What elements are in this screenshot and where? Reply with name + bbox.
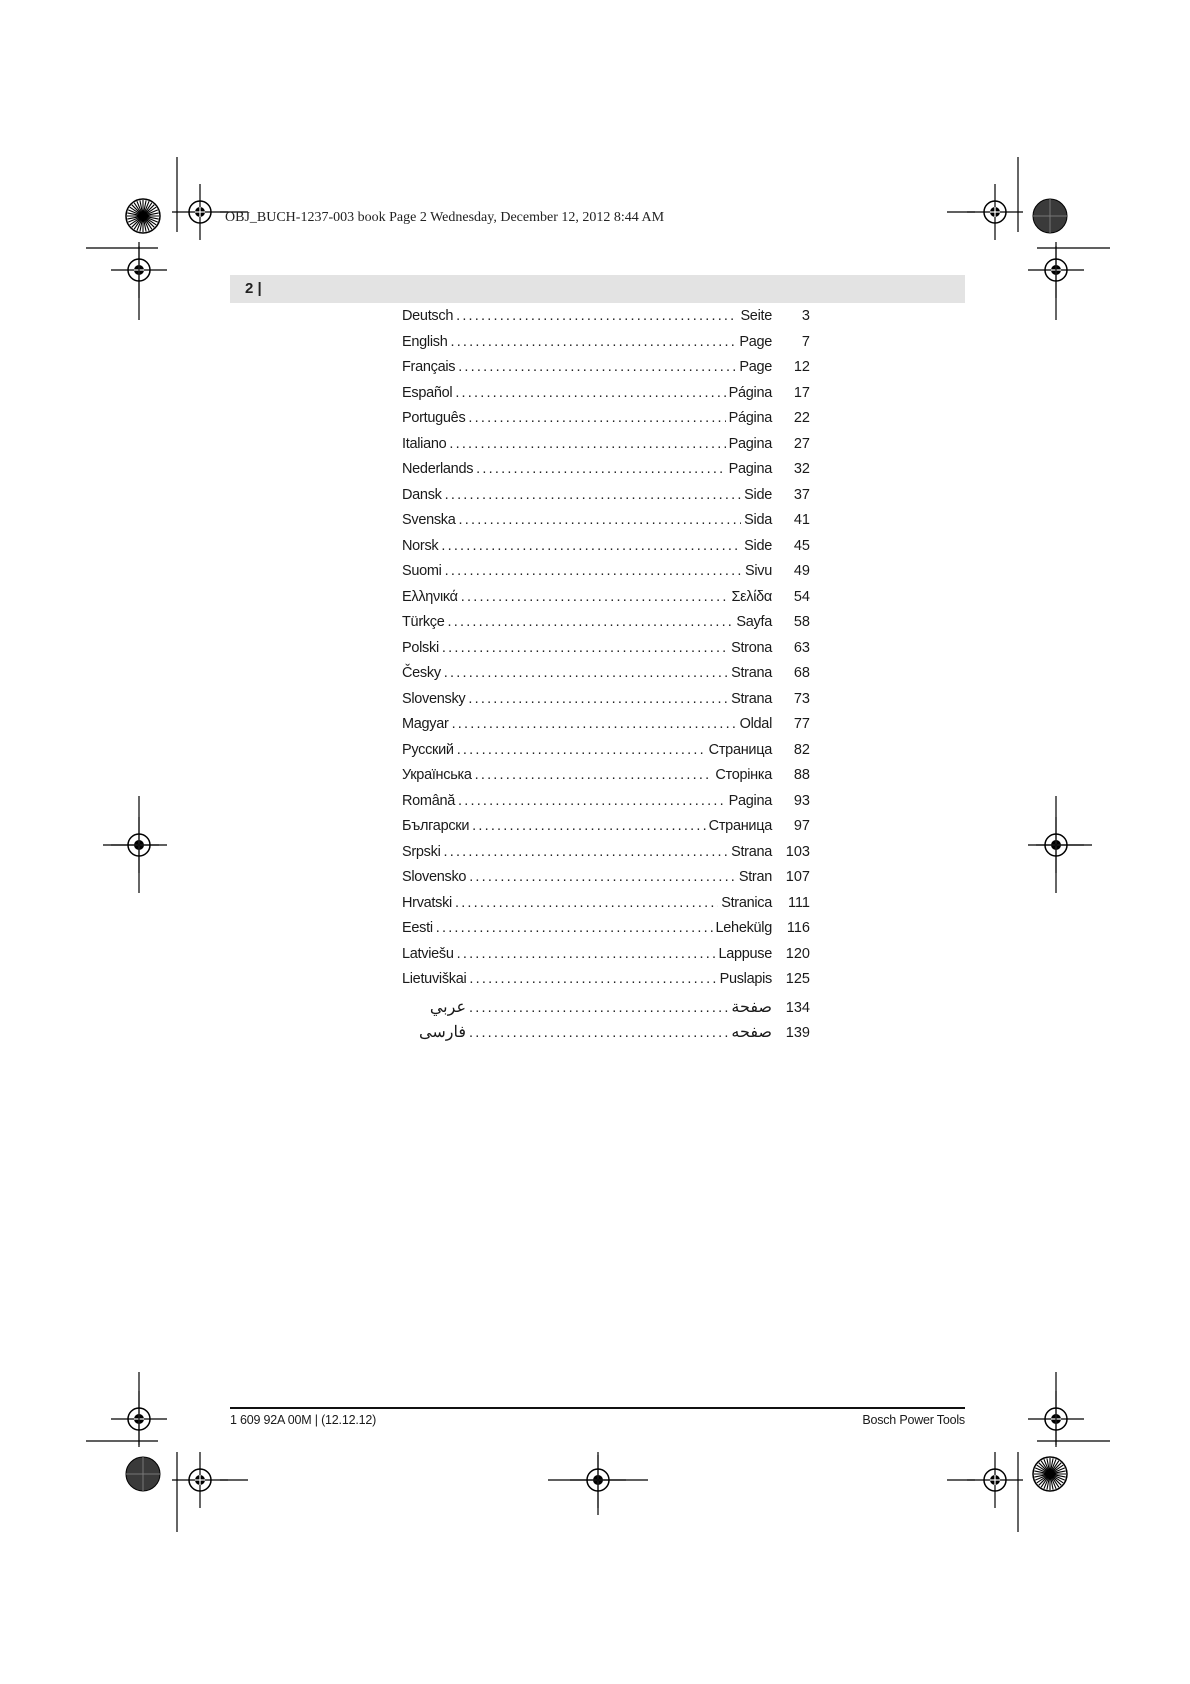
toc-language: Lietuviškai bbox=[402, 971, 467, 987]
toc-leader-dots bbox=[445, 563, 742, 579]
toc-row bbox=[402, 920, 810, 946]
toc-page-number: 63 bbox=[793, 639, 810, 656]
toc-row bbox=[402, 716, 810, 742]
toc-page-label: Сторінка bbox=[715, 767, 772, 783]
toc-language: Português bbox=[402, 410, 466, 426]
color-target-icon bbox=[126, 1457, 160, 1491]
footer-code: 1 609 92A 00M | (12.12.12) bbox=[230, 1413, 377, 1427]
toc-row bbox=[402, 487, 810, 513]
toc-page-number: 17 bbox=[793, 384, 810, 401]
registration-mark-icon bbox=[172, 1452, 228, 1508]
toc-row bbox=[402, 308, 810, 334]
toc-leader-dots bbox=[444, 665, 728, 681]
toc-leader-dots bbox=[457, 742, 706, 758]
toc-page-label: Sivu bbox=[744, 563, 772, 579]
toc-page-number: 68 bbox=[793, 665, 810, 681]
toc-page-number: 27 bbox=[793, 435, 810, 452]
toc-language: Türkçe bbox=[402, 614, 445, 630]
toc-language: Slovensky bbox=[402, 690, 466, 707]
toc-row bbox=[402, 869, 810, 895]
toc-row bbox=[402, 334, 810, 360]
toc-language: Hrvatski bbox=[402, 894, 452, 911]
toc-language: Magyar bbox=[402, 716, 449, 732]
toc-leader-dots bbox=[459, 512, 742, 528]
toc-leader-dots bbox=[436, 920, 713, 936]
toc-page-label: Page bbox=[739, 333, 772, 350]
toc-language: Ελληνικά bbox=[402, 588, 458, 605]
toc-leader-dots bbox=[441, 538, 741, 554]
toc-language: Русский bbox=[402, 741, 454, 758]
toc-language: Srpski bbox=[402, 843, 441, 860]
toc-language: Česky bbox=[402, 665, 441, 681]
toc-leader-dots bbox=[458, 359, 736, 375]
toc-leader-dots bbox=[449, 436, 725, 452]
toc-page-label: Page bbox=[739, 359, 772, 375]
toc-language: Українська bbox=[402, 767, 472, 783]
toc-page-number: 111 bbox=[787, 894, 810, 911]
toc-leader-dots bbox=[468, 691, 728, 707]
toc-page-number: 41 bbox=[793, 512, 810, 528]
toc-page-number: 58 bbox=[793, 614, 810, 630]
toc-row bbox=[402, 971, 810, 997]
toc-page-number: 32 bbox=[793, 461, 810, 477]
table-of-contents bbox=[402, 308, 810, 1048]
toc-page-label: Pagina bbox=[728, 461, 772, 477]
toc-page-number: 77 bbox=[793, 716, 810, 732]
toc-language: Slovensko bbox=[402, 869, 467, 885]
toc-page-number: 3 bbox=[801, 308, 810, 324]
toc-page-label: Σελίδα bbox=[731, 588, 772, 605]
toc-page-number: 88 bbox=[793, 767, 810, 783]
toc-language: Suomi bbox=[402, 563, 442, 579]
toc-page-label: Strana bbox=[731, 665, 772, 681]
toc-language: English bbox=[402, 333, 448, 350]
toc-language: Français bbox=[402, 359, 456, 375]
toc-row bbox=[402, 563, 810, 589]
toc-leader-dots bbox=[476, 461, 725, 477]
toc-row bbox=[402, 410, 810, 436]
toc-language: Română bbox=[402, 792, 456, 809]
toc-page-number: 45 bbox=[793, 537, 810, 554]
toc-page-label: Side bbox=[744, 537, 772, 554]
toc-row bbox=[402, 946, 810, 972]
toc-language: عربي bbox=[429, 998, 466, 1016]
toc-language: Latviešu bbox=[402, 945, 454, 962]
toc-language: Deutsch bbox=[402, 308, 454, 324]
toc-row bbox=[402, 385, 810, 411]
toc-page-number: 37 bbox=[793, 486, 810, 503]
toc-leader-dots bbox=[442, 640, 728, 656]
toc-row bbox=[402, 742, 810, 768]
toc-page-label: Strana bbox=[731, 843, 772, 860]
toc-row bbox=[402, 614, 810, 640]
toc-page-label: Pagina bbox=[728, 435, 772, 452]
toc-leader-dots bbox=[452, 716, 737, 732]
toc-page-number: 49 bbox=[793, 563, 810, 579]
toc-page-label: Lappuse bbox=[718, 945, 772, 962]
toc-leader-dots bbox=[468, 410, 725, 426]
toc-page-number: 93 bbox=[793, 792, 810, 809]
toc-page-label: صفحه bbox=[731, 1024, 772, 1041]
toc-page-label: Strana bbox=[731, 690, 772, 707]
header-bar bbox=[230, 275, 965, 303]
toc-page-label: Página bbox=[728, 384, 772, 401]
toc-language: فارسی bbox=[419, 1024, 466, 1041]
toc-page-label: Sayfa bbox=[736, 614, 772, 630]
toc-page-label: Stran bbox=[738, 869, 772, 885]
color-target-icon bbox=[1033, 199, 1067, 233]
toc-row bbox=[402, 538, 810, 564]
toc-leader-dots bbox=[444, 844, 729, 860]
toc-row bbox=[402, 359, 810, 385]
toc-row bbox=[402, 793, 810, 819]
toc-leader-dots bbox=[475, 767, 713, 783]
toc-row bbox=[402, 665, 810, 691]
toc-page-number: 54 bbox=[793, 588, 810, 605]
toc-page-number: 73 bbox=[793, 690, 810, 707]
toc-leader-dots bbox=[469, 971, 716, 987]
toc-page-number: 134 bbox=[785, 999, 810, 1016]
toc-page-label: Seite bbox=[740, 308, 772, 324]
toc-leader-dots bbox=[469, 1000, 728, 1016]
toc-row bbox=[402, 844, 810, 870]
toc-language: Dansk bbox=[402, 486, 442, 503]
toc-row bbox=[402, 767, 810, 793]
registration-mark-icon bbox=[172, 184, 228, 240]
toc-page-number: 103 bbox=[785, 843, 810, 860]
star-target-icon bbox=[1033, 1457, 1067, 1491]
toc-leader-dots bbox=[455, 385, 725, 401]
toc-page-label: Stranica bbox=[721, 894, 772, 911]
toc-leader-dots bbox=[445, 487, 742, 503]
toc-leader-dots bbox=[448, 614, 734, 630]
toc-page-label: صفحة bbox=[731, 998, 772, 1016]
toc-leader-dots bbox=[469, 869, 736, 885]
toc-language: Italiano bbox=[402, 435, 447, 452]
toc-leader-dots bbox=[469, 1025, 728, 1041]
footer-rule bbox=[230, 1407, 965, 1409]
toc-leader-dots bbox=[456, 308, 737, 324]
toc-leader-dots bbox=[457, 946, 716, 962]
toc-page-number: 125 bbox=[785, 971, 810, 987]
toc-language: Български bbox=[402, 818, 470, 834]
toc-page-label: Страница bbox=[708, 741, 772, 758]
toc-page-number: 120 bbox=[785, 945, 810, 962]
toc-row bbox=[402, 436, 810, 462]
toc-language: Polski bbox=[402, 639, 439, 656]
toc-page-number: 116 bbox=[786, 920, 810, 936]
toc-page-number: 82 bbox=[793, 741, 810, 758]
star-target-icon bbox=[126, 199, 160, 233]
toc-row bbox=[402, 640, 810, 666]
registration-mark-icon bbox=[967, 184, 1023, 240]
toc-row bbox=[402, 691, 810, 717]
toc-leader-dots bbox=[450, 334, 736, 350]
toc-row bbox=[402, 895, 810, 921]
registration-mark-icon bbox=[967, 1452, 1023, 1508]
toc-page-number: 139 bbox=[785, 1025, 810, 1041]
toc-page-number: 7 bbox=[801, 333, 810, 350]
toc-page-label: Puslapis bbox=[719, 971, 772, 987]
toc-leader-dots bbox=[455, 895, 718, 911]
toc-language: Español bbox=[402, 384, 453, 401]
toc-leader-dots bbox=[472, 818, 706, 834]
toc-page-number: 97 bbox=[793, 818, 810, 834]
toc-row bbox=[402, 1022, 810, 1048]
footer-brand: Bosch Power Tools bbox=[862, 1413, 965, 1427]
toc-page-number: 22 bbox=[793, 410, 810, 426]
toc-page-label: Strona bbox=[731, 639, 772, 656]
toc-page-label: Pagina bbox=[728, 792, 772, 809]
toc-row bbox=[402, 997, 810, 1023]
toc-page-label: Sida bbox=[744, 512, 772, 528]
toc-leader-dots bbox=[458, 793, 726, 809]
toc-page-number: 107 bbox=[785, 869, 810, 885]
toc-row bbox=[402, 818, 810, 844]
toc-language: Norsk bbox=[402, 537, 439, 554]
toc-page-number: 12 bbox=[793, 359, 810, 375]
toc-language: Svenska bbox=[402, 512, 456, 528]
toc-leader-dots bbox=[461, 589, 729, 605]
toc-page-label: Página bbox=[728, 410, 772, 426]
toc-language: Eesti bbox=[402, 920, 433, 936]
toc-row bbox=[402, 512, 810, 538]
toc-language: Nederlands bbox=[402, 461, 474, 477]
toc-page-label: Lehekülg bbox=[715, 920, 772, 936]
toc-page-label: Side bbox=[744, 486, 772, 503]
slug-line: OBJ_BUCH-1237-003 book Page 2 Wednesday, December 12, 2012 8:44 AM bbox=[225, 210, 665, 225]
toc-row bbox=[402, 461, 810, 487]
toc-row bbox=[402, 589, 810, 615]
toc-page-label: Oldal bbox=[739, 716, 772, 732]
page-number: 2 | bbox=[245, 280, 262, 297]
toc-page-label: Страница bbox=[708, 818, 772, 834]
